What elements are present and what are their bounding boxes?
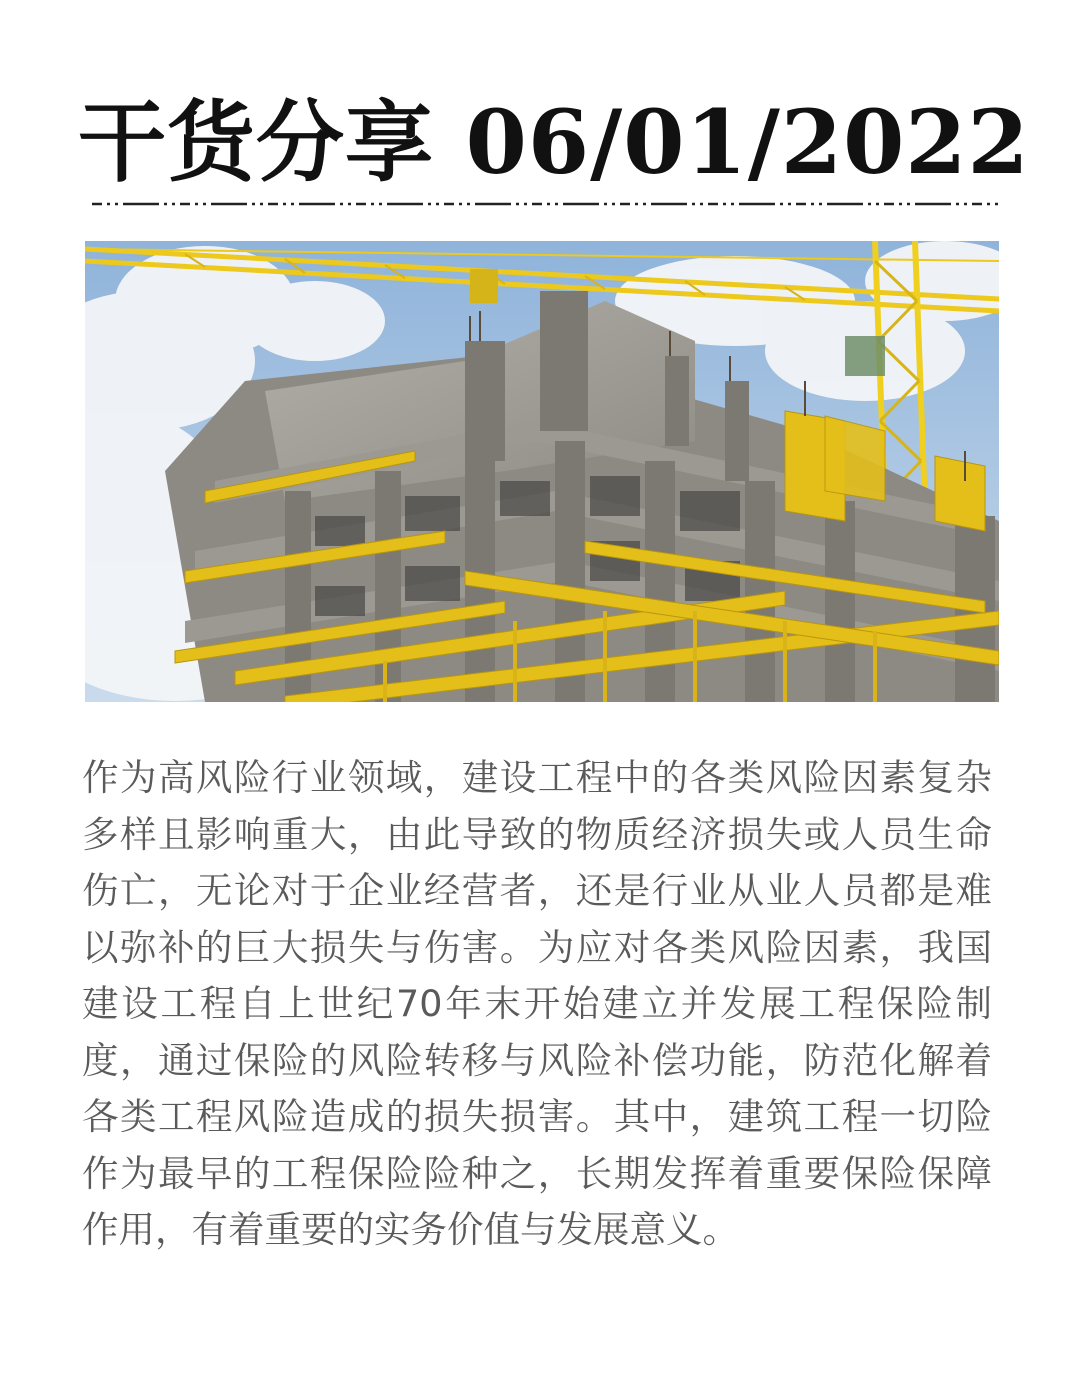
article-paragraph: 作为高风险行业领域，建设工程中的各类风险因素复杂多样且影响重大，由此导致的物质经济损失或人员生命伤亡，无论对于企业经营者，还是行业从业人员都是难以弥补的巨大损失与伤害。为应对各类风险因素，我国建设工程自上世纪70年末开始建立并发展工程保险制度，通过保险的风险转移与风险补偿功能，防范化解着各类工程风险造成的损失损害。其中，建筑工程一切险作为最早的工程保险险种之，长期发挥着重要保险保障作用，有着重要的实务价值与发展意义。 — [82, 756, 992, 1251]
construction-site-image — [85, 241, 999, 702]
title-divider — [92, 200, 998, 208]
page-title: 干货分享 06/01/2022 — [78, 90, 1030, 194]
